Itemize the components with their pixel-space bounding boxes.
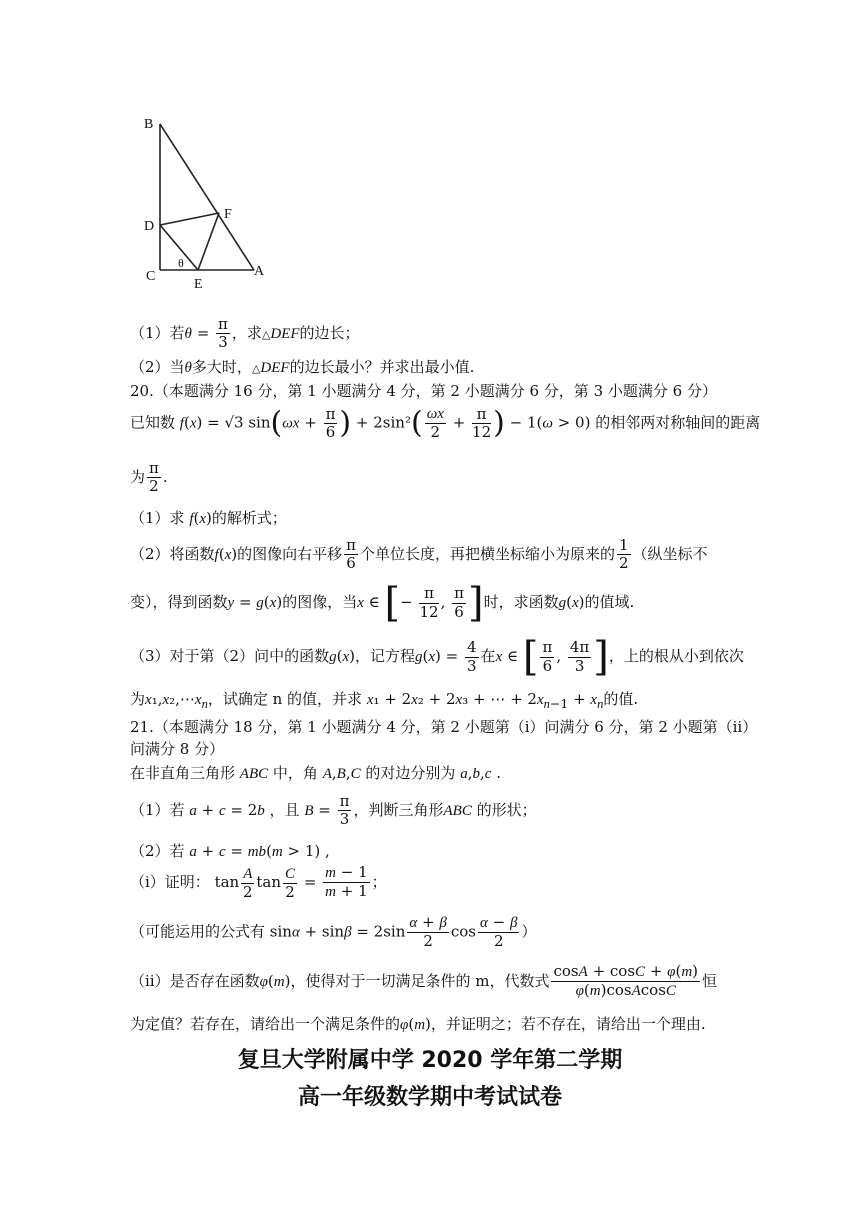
q19-part1: （1）若θ = $\frac{\pi}{3}$ ，求△DEF的边长； bbox=[130, 315, 360, 352]
q20-part2-cont: 变），得到函数y = g(x)的图像，当x ∈ [− $\frac{\pi}{12}$ , $\frac{\pi}{6}$ ]时，求函数g(x)的值域. bbox=[130, 580, 635, 626]
q20-header: 20.（本题满分 16 分，第 1 小题满分 4 分，第 2 小题满分 6 分，第 3 小题满分 6 分） bbox=[130, 382, 717, 400]
triangle-figure bbox=[128, 108, 278, 298]
q19-part2: （2）当θ多大时，△DEF的边长最小？并求出最小值. bbox=[130, 358, 475, 376]
q21-hint: （可能运用的公式有 sinα + sinβ = 2sin $\frac{\alpha + \beta}{2}$ cos $\frac{\alpha - \beta}{2}$ ） bbox=[130, 913, 537, 951]
label-F: F bbox=[224, 207, 232, 222]
label-theta: θ bbox=[178, 256, 184, 270]
q20-part2: （2）将函数f(x)的图像向右平移 $\frac{\pi}{6}$ 个单位长度，再把横坐标缩小为原来的 $\frac{1}{2}$ （纵坐标不 bbox=[130, 536, 708, 573]
q20-part3: （3）对于第（2）问中的函数g(x)，记方程g(x) = $\frac{4}{3}$ 在x ∈ [ $\frac{\pi}{6}$ , $\frac{4\pi}{3}$ ]，上的根从小到依次 bbox=[130, 634, 744, 680]
label-A: A bbox=[254, 264, 265, 279]
label-B: B bbox=[144, 117, 154, 132]
q21-part2-ii: （ⅱ）是否存在函数φ(m)，使得对于一切满足条件的 m，代数式 $\frac{\cos A + \cos C + \varphi(m)}{\text{φ(m)cosAcosC}}$ 恒 bbox=[130, 962, 718, 1000]
q21-header: 21.（本题满分 18 分，第 1 小题满分 4 分，第 2 小题第（ⅰ）问满分 6 分，第 2 小题第（ⅱ） bbox=[130, 718, 758, 736]
q21-intro: 在非直角三角形 ABC 中，角 A,B,C 的对边分别为 a,b,c . bbox=[130, 764, 501, 782]
label-C: C bbox=[146, 269, 156, 284]
q20-part1: （1）求 f(x)的解析式； bbox=[130, 509, 287, 527]
q20-part3-cont: 为$x_1,x_2,\cdots x_n$，试确定 n 的值，并求 x₁ + 2x₂ + 2x₃ + ⋯ + $2x_{n-1} + x_n$的值. bbox=[130, 690, 639, 711]
q21-part1: （1）若 a + c = 2b ，且 B = $\frac{\pi}{3}$ ，判断三角形ABC 的形状； bbox=[130, 792, 537, 829]
label-E: E bbox=[194, 277, 203, 292]
q20-intro-cont: 为 $\frac{\pi}{2}$ . bbox=[130, 459, 168, 496]
label-D: D bbox=[144, 219, 155, 234]
exam-school-title: 复旦大学附属中学 2020 学年第二学期 bbox=[237, 1048, 623, 1073]
q21-part2: （2）若 a + c = mb(m > 1) , bbox=[130, 842, 330, 860]
q21-header-cont: 问满分 8 分） bbox=[130, 740, 225, 758]
q21-part2-i: （ⅰ）证明： tan $\frac{A}{2}$ tan $\frac{C}{2}$ = $\frac{m - 1}{m + 1}$ ； bbox=[130, 863, 387, 901]
q20-intro: 已知数 f(x) = √3 sin(ωx + $\frac{\pi}{6}$ ) + 2sin²( $\frac{\omega x}{2}$ + $\frac{\pi}{12}$ ) − 1(ω > 0) 的相邻两对称轴间的距离 bbox=[130, 404, 761, 442]
q21-part2-ii-cont: 为定值？若存在，请给出一个满足条件的φ(m)，并证明之；若不存在，请给出一个理由. bbox=[130, 1015, 706, 1033]
exam-paper-title: 高一年级数学期中考试试卷 bbox=[297, 1085, 562, 1110]
